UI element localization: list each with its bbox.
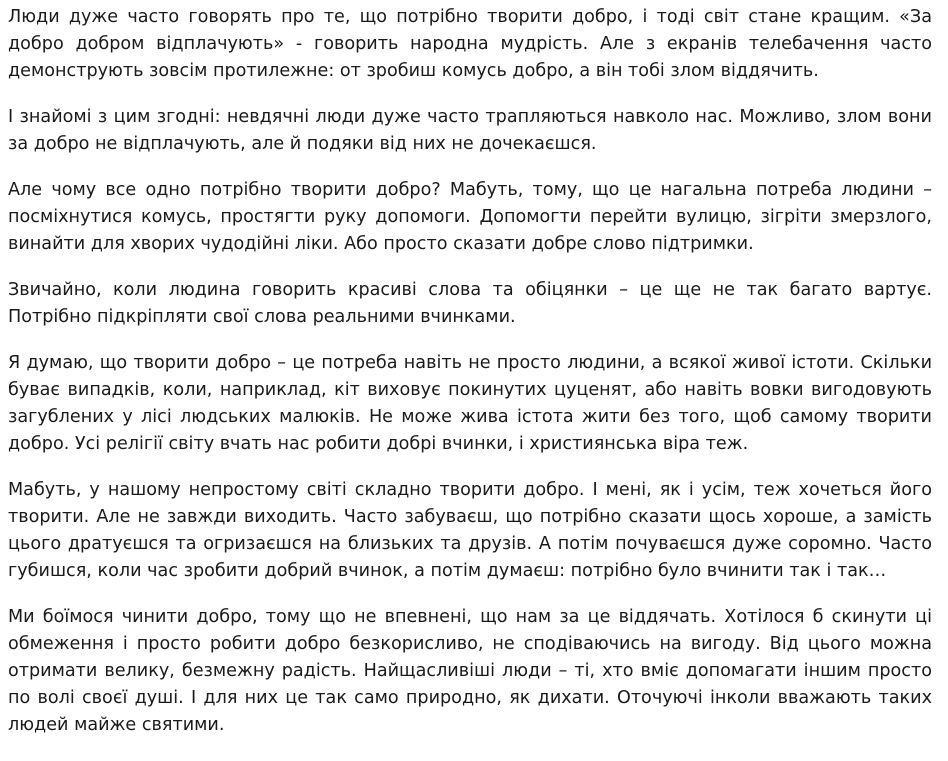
paragraph-4: Звичайно, коли людина говорить красиві слова та обіцянки – це ще не так багато вартує. Потрібно підкріпляти свої слова реальними вчинками. (8, 280, 932, 327)
paragraph-1: Люди дуже часто говорять про те, що потрібно творити добро, і тоді світ стане кращим. «За добро добром відплачують» - говорить народна мудрість. Але з екранів телебачення часто демонструють зовсім протилежне: от зробиш комусь добро, а він тобі злом віддячить. (8, 7, 932, 81)
paragraph-6: Мабуть, у нашому непростому світі складно творити добро. І мені, як і усім, теж хочеться його творити. Але не завжди виходить. Часто забуваєш, що потрібно сказати щось хороше, а замість цього дратуєшся та огризаєшся на близьких та друзів. А потім почуваєшся дуже соромно. Часто губишся, коли час зробити добрий вчинок, а потім думаєш: потрібно було вчинити так і так… (8, 480, 932, 581)
paragraph-2: І знайомі з цим згодні: невдячні люди дуже часто трапляються навколо нас. Можливо, злом вони за добро не відплачують, але й подяки від них не дочекаєшся. (8, 107, 932, 154)
paragraph-5: Я думаю, що творити добро – це потреба навіть не просто людини, а всякої живої істоти. Скільки буває випадків, коли, наприклад, кіт виховує покинутих цуценят, або навіть вовки вигодовують загублених у лісі людських малюків. Не може жива істота жити без того, щоб самому творити добро. Усі релігії світу вчать нас робити добрі вчинки, і християнська віра теж. (8, 353, 932, 454)
paragraph-7: Ми боїмося чинити добро, тому що не впевнені, що нам за це віддячать. Хотілося б скинути ці обмеження і просто робити добро безкорисливо, не сподіваючись на вигоду. Від цього можна отримати велику, безмежну радість. Найщасливіші люди – ті, хто вміє допомагати іншим просто по волі своєї душі. І для них це так само природно, як дихати. Оточуючі інколи вважають таких людей майже святими. (8, 607, 932, 735)
paragraph-3: Але чому все одно потрібно творити добро? Мабуть, тому, що це нагальна потреба людини – посміхнутися комусь, простягти руку допомоги. Допомогти перейти вулицю, зігріти змерзлого, винайти для хворих чудодійні ліки. Або просто сказати добре слово підтримки. (8, 180, 932, 254)
